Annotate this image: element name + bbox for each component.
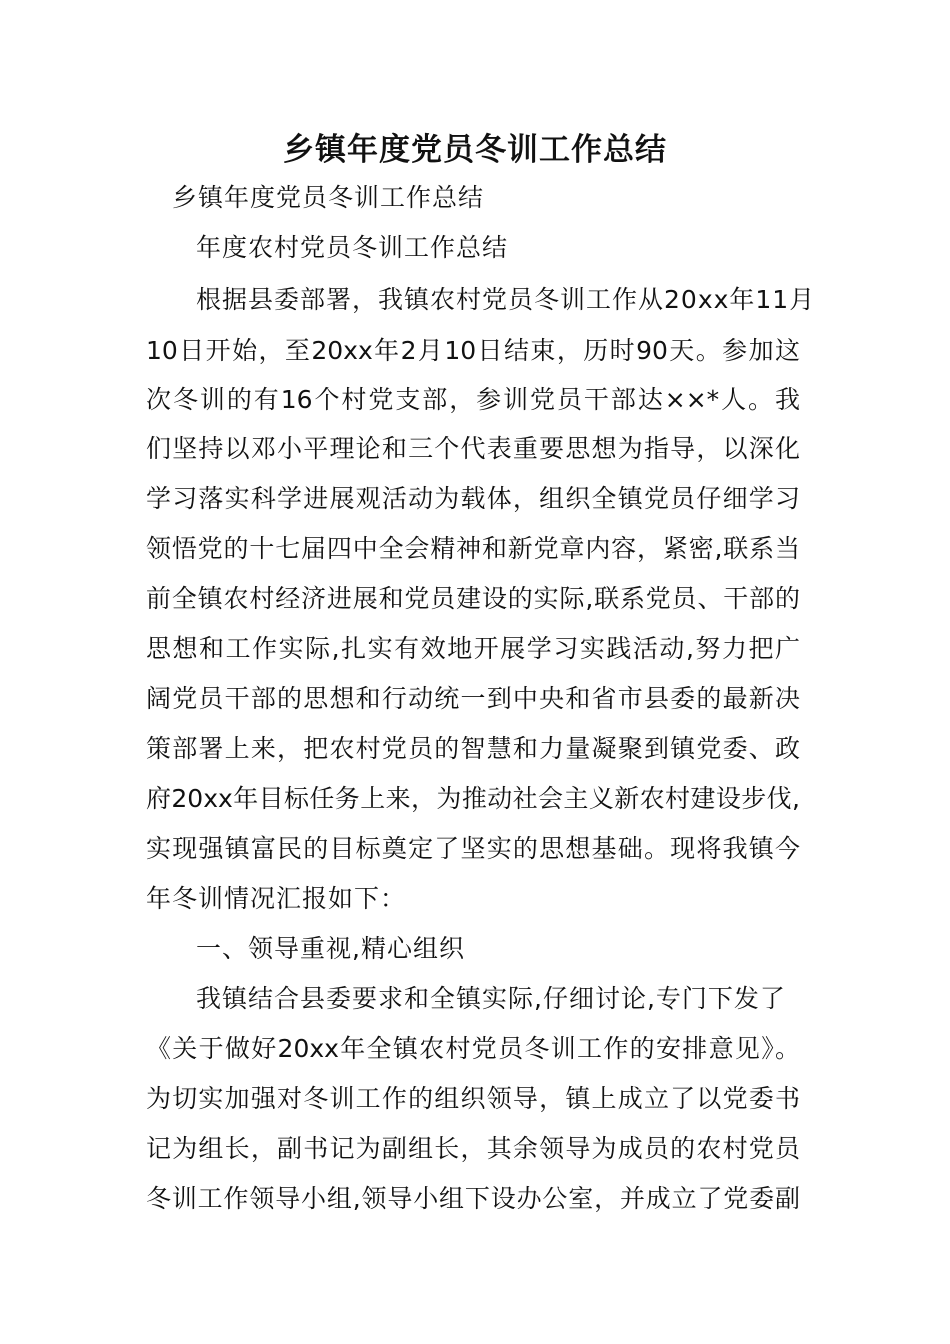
paragraph-line: 阔党员干部的思想和行动统一到中央和省市县委的最新决 xyxy=(146,684,800,713)
paragraph-line: 策部署上来，把农村党员的智慧和力量凝聚到镇党委、政 xyxy=(146,734,800,763)
paragraph-line: 根据县委部署，我镇农村党员冬训工作从20xx年11月 xyxy=(196,285,816,314)
paragraph-line: 冬训工作领导小组,领导小组下设办公室，并成立了党委副 xyxy=(146,1184,800,1213)
paragraph-line: 为切实加强对冬训工作的组织领导，镇上成立了以党委书 xyxy=(146,1084,800,1113)
paragraph-line: 《关于做好20xx年全镇农村党员冬训工作的安排意见》。 xyxy=(146,1034,800,1063)
paragraph-line: 10日开始，至20xx年2月10日结束，历时90天。参加这 xyxy=(146,336,800,365)
paragraph-line: 我镇结合县委要求和全镇实际,仔细讨论,专门下发了 xyxy=(196,984,786,1013)
paragraph-line: 们坚持以邓小平理论和三个代表重要思想为指导，以深化 xyxy=(146,434,800,463)
section-heading: 一、领导重视,精心组织 xyxy=(196,934,465,963)
document-title: 乡镇年度党员冬训工作总结 xyxy=(283,132,667,168)
paragraph-line: 思想和工作实际,扎实有效地开展学习实践活动,努力把广 xyxy=(146,634,800,663)
paragraph-line: 实现强镇富民的目标奠定了坚实的思想基础。现将我镇今 xyxy=(146,834,800,863)
subheading-line: 年度农村党员冬训工作总结 xyxy=(196,233,509,262)
subtitle-line: 乡镇年度党员冬训工作总结 xyxy=(172,183,485,212)
paragraph-line: 记为组长，副书记为副组长，其余领导为成员的农村党员 xyxy=(146,1134,800,1163)
paragraph-line: 府20xx年目标任务上来，为推动社会主义新农村建设步伐, xyxy=(146,784,800,813)
paragraph-line: 学习落实科学进展观活动为载体，组织全镇党员仔细学习 xyxy=(146,484,800,513)
paragraph-line: 次冬训的有16个村党支部，参训党员干部达××*人。我 xyxy=(146,385,800,414)
paragraph-line: 年冬训情况汇报如下： xyxy=(146,884,407,913)
paragraph-line: 前全镇农村经济进展和党员建设的实际,联系党员、干部的 xyxy=(146,584,800,613)
paragraph-line: 领悟党的十七届四中全会精神和新党章内容，紧密,联系当 xyxy=(146,534,800,563)
